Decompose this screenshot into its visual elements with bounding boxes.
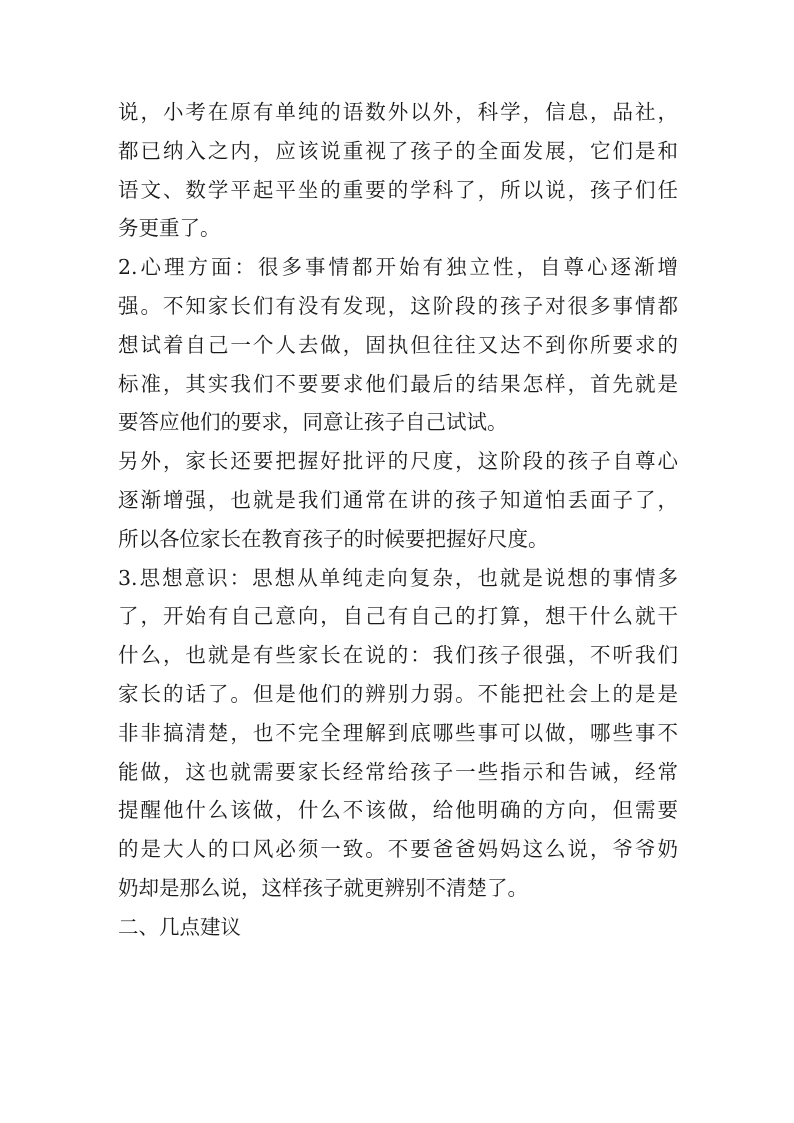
text-line: 另外，家长还要把握好批评的尺度，这阶段的孩子自尊心: [118, 449, 678, 474]
text-line: 什么，也就是有些家长在说的：我们孩子很强，不听我们: [118, 643, 678, 668]
text-line: 标准，其实我们不要要求他们最后的结果怎样，首先就是: [118, 371, 678, 396]
text-line: 说，小考在原有单纯的语数外以外，科学，信息，品社，: [118, 100, 678, 124]
text-line: 的是大人的口风必须一致。不要爸爸妈妈这么说，爷爷奶: [118, 837, 678, 862]
text-line: 务更重了。: [118, 216, 221, 241]
section-3-heading-line: 3.思想意识：思想从单纯走向复杂，也就是说想的事情多: [118, 565, 678, 590]
text-line: 家长的话了。但是他们的辨别力弱。不能把社会上的是是: [118, 681, 678, 706]
text-line: 奶却是那么说，这样孩子就更辨别不清楚了。: [118, 875, 528, 900]
text-line: 要答应他们的要求，同意让孩子自己试试。: [118, 410, 508, 435]
section-heading: 二、几点建议: [118, 914, 241, 939]
text-line: 非非搞清楚，也不完全理解到底哪些事可以做，哪些事不: [118, 720, 678, 745]
text-line: 提醒他什么该做，什么不该做，给他明确的方向，但需要: [118, 798, 678, 823]
text-line: 逐渐增强，也就是我们通常在讲的孩子知道怕丢面子了，: [118, 487, 678, 512]
text-line: 能做，这也就需要家长经常给孩子一些指示和告诫，经常: [118, 759, 678, 784]
text-line: 都已纳入之内，应该说重视了孩子的全面发展，它们是和: [118, 138, 678, 163]
text-line: 强。不知家长们有没有发现，这阶段的孩子对很多事情都: [118, 293, 678, 318]
text-line: 语文、数学平起平坐的重要的学科了，所以说，孩子们任: [118, 177, 678, 202]
section-2-heading-line: 2.心理方面：很多事情都开始有独立性，自尊心逐渐增: [118, 255, 678, 280]
text-line: 想试着自己一个人去做，固执但往往又达不到你所要求的: [118, 332, 678, 357]
text-line: 了，开始有自己意向，自己有自己的打算，想干什么就干: [118, 604, 678, 629]
body-text: [118, 93, 678, 947]
text-line: 所以各位家长在教育孩子的时候要把握好尺度。: [118, 526, 549, 551]
